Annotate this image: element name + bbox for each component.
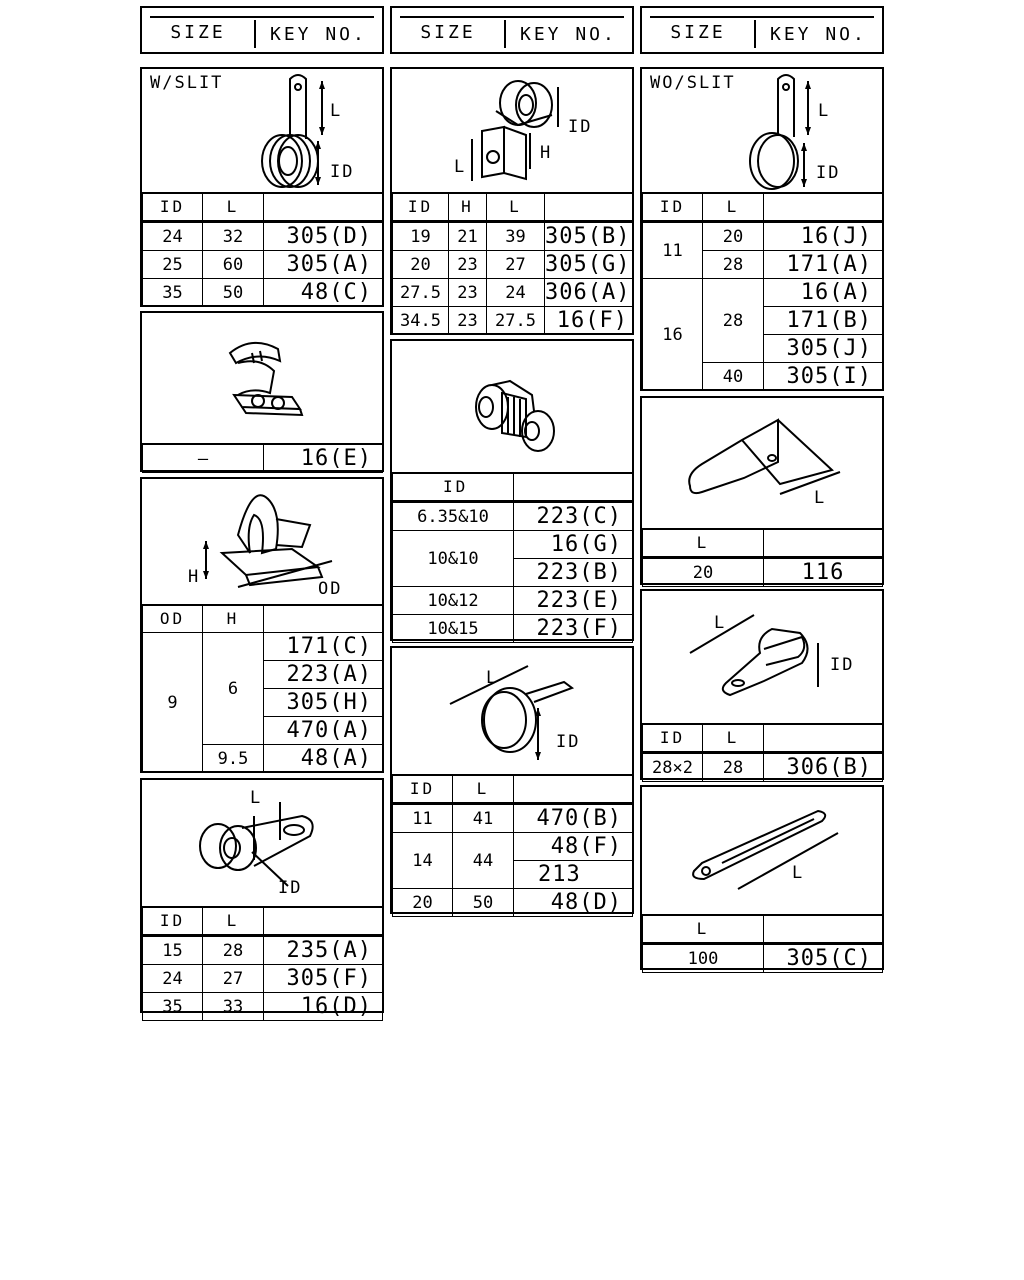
col-l: L [703,193,764,222]
dim-id-label: ID [278,878,303,898]
double-clip-table [392,472,633,643]
col-key [764,529,883,558]
panel-flat-clip [640,589,884,780]
panel-slotted-strap [640,785,884,970]
col-key [764,724,883,753]
no-size-dash: — [143,444,264,473]
col-id: ID [393,473,514,502]
col-l: L [203,907,264,936]
table-row: 28 171(A) [643,251,883,279]
table-row: 213 [393,861,633,889]
panel-saddle-clip [140,311,384,472]
table-row: 223(B) [393,559,633,587]
dim-id-label: ID [568,117,593,137]
panel-double-clip [390,339,634,641]
col-l: L [487,193,545,222]
table-row: 28×2 28 306(B) [643,753,883,782]
woslit-table [642,192,883,391]
table-row: 100 305(C) [643,944,883,973]
table-row: 10&12 223(E) [393,587,633,615]
table-row: 34.5 23 27.5 16(F) [393,307,633,335]
table-row: 6.35&10 223(C) [393,502,633,531]
table-row: — 16(E) [143,444,383,473]
table-row: 305(H) [143,689,383,717]
col-key [264,193,383,222]
col-key [514,775,633,804]
col-id: ID [643,193,703,222]
panel-ring-clip [390,646,634,914]
table-row: 11 41 470(B) [393,804,633,833]
col-key [764,915,883,944]
size-header: SIZE [392,20,506,48]
slotted-strap-table [642,914,883,973]
p-clip-table [142,906,383,1021]
table-row: 14 44 48(F) [393,833,633,861]
dim-l-label: L [818,101,831,121]
wslit-table [142,192,383,307]
col-l: L [703,724,764,753]
dim-l-label: L [792,863,805,883]
header-col2 [390,6,634,54]
table-row: 24 32 305(D) [143,222,383,251]
table-row: 19 21 39 305(B) [393,222,633,251]
table-row: 35 33 16(D) [143,993,383,1021]
dim-id-label: ID [330,162,355,182]
table-row: 171(B) [643,307,883,335]
table-row: 35 50 48(C) [143,279,383,307]
woslit-label: WO/SLIT [650,73,736,93]
ring-clip-table [392,774,633,917]
panel-bracket-clip [390,67,634,335]
push-clip-drawing [142,479,382,605]
col-id: ID [143,907,203,936]
dim-id-label: ID [816,163,841,183]
col-h: H [449,193,487,222]
key-no-header: KEY NO. [770,24,867,45]
col-id: ID [393,193,449,222]
table-row: 15 28 235(A) [143,936,383,965]
key-no-header: KEY NO. [270,24,367,45]
table-row: 25 60 305(A) [143,251,383,279]
bracket-clip-table [392,192,633,335]
table-row: 20 116 [643,558,883,587]
dim-l-label: L [814,488,827,508]
flat-clip-table [642,723,883,782]
ring-clip-drawing [392,648,632,774]
col-key [514,473,633,502]
bent-strap-table [642,528,883,587]
slotted-strap-drawing [642,787,882,915]
table-row: 20 23 27 305(G) [393,251,633,279]
panel-bent-strap [640,396,884,585]
dim-h-label: H [188,567,201,587]
col-l: L [453,775,514,804]
dim-l-label: L [250,788,263,808]
table-row: 223(A) [143,661,383,689]
dim-l-label: L [486,668,499,688]
table-row: 10&10 16(G) [393,531,633,559]
table-row: 9 6 171(C) [143,633,383,661]
panel-wslit-clip [140,67,384,307]
saddle-clip-table [142,443,383,473]
saddle-clip-drawing [142,313,382,443]
dim-h-label: H [540,143,553,163]
col-key [264,605,383,633]
col-h: H [203,605,264,633]
col-id: ID [643,724,703,753]
panel-p-clip [140,778,384,1019]
double-clip-drawing [392,341,632,473]
dim-id-label: ID [556,732,581,752]
table-row: 9.5 48(A) [143,745,383,773]
col-l: L [203,193,264,222]
table-row: 16 28 16(A) [643,279,883,307]
table-row: 20 50 48(D) [393,889,633,917]
col-id: ID [393,775,453,804]
dim-id-label: ID [830,655,855,675]
dim-l-label: L [714,613,727,633]
header-col1 [140,6,384,54]
dim-l-label: L [454,157,467,177]
table-row: 305(J) [643,335,883,363]
table-row: 27.5 23 24 306(A) [393,279,633,307]
col-key [764,193,883,222]
col-id: ID [143,193,203,222]
col-od: OD [143,605,203,633]
panel-woslit-clip [640,67,884,391]
table-row: 11 20 16(J) [643,222,883,251]
table-row: 10&15 223(F) [393,615,633,643]
col-key [264,907,383,936]
dim-od-label: OD [318,579,343,599]
bent-strap-drawing [642,398,882,528]
wslit-label: W/SLIT [150,73,224,93]
col-l: L [643,529,764,558]
col-key [545,193,633,222]
header-col3 [640,6,884,54]
key-no-header: KEY NO. [520,24,617,45]
push-clip-table [142,604,383,773]
col-l: L [643,915,764,944]
bracket-clip-drawing [392,69,632,193]
dim-l-label: L [330,101,343,121]
size-header: SIZE [642,20,756,48]
table-row: 24 27 305(F) [143,965,383,993]
size-header: SIZE [142,20,256,48]
panel-push-clip [140,477,384,773]
table-row: 40 305(I) [643,363,883,391]
table-row: 470(A) [143,717,383,745]
